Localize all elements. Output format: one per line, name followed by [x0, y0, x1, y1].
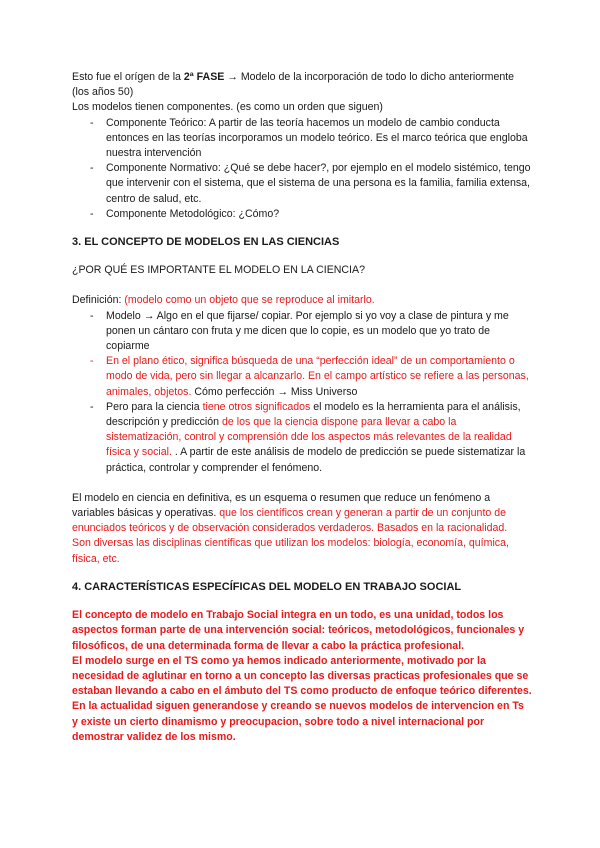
science-model-text: El modelo en ciencia en definitiva, es un esquema o resumen que reduce un fenómeno a variables básicas y operativas.: [72, 491, 491, 520]
section-3-heading: 3. EL CONCEPTO DE MODELOS EN LAS CIENCIAS: [72, 236, 340, 249]
intro-text-a: Esto fue el orígen de la: [72, 71, 184, 83]
section-4-heading: 4. CARACTERÍSTICAS ESPECÍFICAS DEL MODELO EN TRABAJO SOCIAL: [72, 580, 462, 593]
disciplines-paragraph: Son diversas las disciplinas científicas que utilizan los modelos: biología, economía, química, física, etc.: [72, 537, 509, 565]
intro-paragraph: [72, 70, 532, 100]
definition-text: (modelo como un objeto que se reproduce al imitarlo.: [124, 294, 375, 307]
intro-text-c: → Modelo de la incorporación de todo lo dicho anteriormente (los años 50): [72, 71, 515, 99]
list-item: [72, 400, 532, 476]
science-text-c: . A partir de este análisis de modelo de predicción se puede sistematizar la práctica, controlar y comprender el fenómeno.: [106, 446, 526, 474]
list-item: - Modelo → Algo en el que fijarse/ copiar. Por ejemplo si yo voy a clase de pintura y me ponen un cántaro con fruta y me dicen que lo copie, es un modelo que yo trato de copiarme: [72, 309, 532, 355]
spacer: [72, 476, 532, 491]
definition-list: [72, 309, 532, 476]
list-item: [72, 354, 532, 400]
list-item: - Componente Normativo: ¿Qué se debe hacer?, por ejemplo en el modelo sistémico, tengo que intervenir con el sistema, que el sistema de una persona es la familia, familia extensa, centro de salud, etc.: [72, 161, 532, 207]
components-list: [72, 116, 532, 222]
definition-paragraph: [72, 293, 532, 308]
ethic-text: En el plano ético, significa búsqueda de una “perfección ideal” de un comportamiento o modo de vida, pero sin llegar a alcanzarlo. En el campo artístico se refiere a las personas, animales, objetos.: [106, 355, 529, 398]
science-model-red: que los científicos crean y generan a partir de un conjunto de enunciados teóricos y de observación considerados verdaderos. Basados en la racionalidad.: [72, 507, 508, 535]
spacer: [72, 278, 532, 293]
science-text-red1: tiene otros significados: [202, 400, 311, 413]
list-item: - Componente Metodológico: ¿Cómo?: [72, 207, 532, 222]
section-4-paragraph-1: El concepto de modelo en Trabajo Social integra en un todo, es una unidad, todos los aspectos forman parte de una intervención social: teóricos, metodológicos, funcionales y filosóficos, de una determinada forma de llevar a cabo la práctica profesional.: [72, 609, 525, 652]
section-3-question: ¿POR QUÉ ES IMPORTANTE EL MODELO EN LA CIENCIA?: [72, 264, 365, 277]
phase-label: 2ª FASE: [183, 71, 225, 83]
perfection-text: Cómo perfección → Miss Universo: [191, 385, 358, 398]
list-item: - Componente Teórico: A partir de las teoría hacemos un modelo de cambio conducta entonces en las teorías incorporamos un modelo teórico. Es el marco teórica que engloba nuestra intervención: [72, 116, 532, 162]
science-text-b: el modelo es la herramienta para el análisis, descripción y predicción: [106, 400, 521, 429]
section-4-paragraph-2: El modelo surge en el TS como ya hemos indicado anteriormente, motivado por la necesidad de aglutinar en torno a un concepto las diversas practicas profesionales que se estaban llevando a cabo en el ámbuto del TS como producto de enfoque teórico diferentes. En la actualidad siguen generandose y creando se nuevos modelos de intervencion en Ts y existe un cierto dinamismo y preocupacion, sobre todo a nivel internacional por demostrar validez de los mismo.: [72, 654, 532, 743]
science-model-paragraph: [72, 491, 532, 537]
definition-label: Definición:: [72, 294, 125, 307]
science-text-red2: de los que la ciencia dispone para llevar a cabo la sistematización, control y comprensión dde los aspectos más relevantes de la realidad física y social.: [106, 416, 512, 459]
document-page: [72, 70, 532, 745]
science-text-a: Pero para la ciencia: [106, 400, 203, 413]
components-intro: Los modelos tienen componentes. (es como un orden que siguen): [72, 101, 383, 114]
